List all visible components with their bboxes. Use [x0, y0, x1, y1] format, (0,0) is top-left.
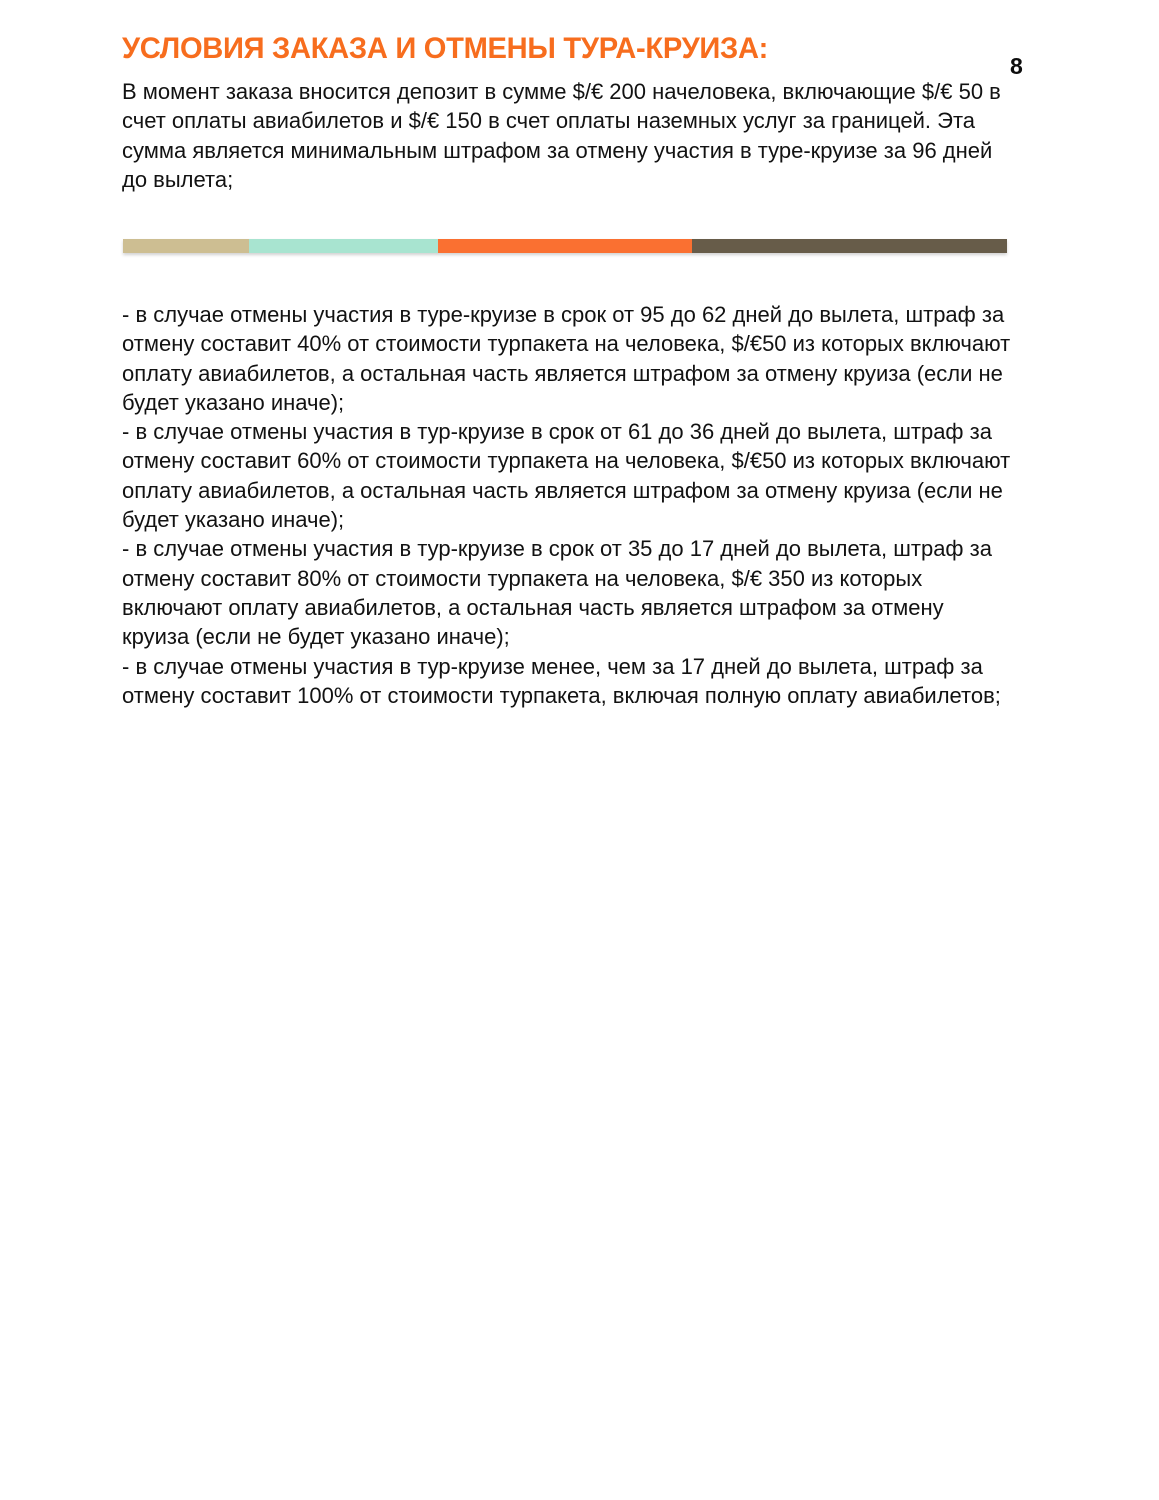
term-item-40pct: - в случае отмены участия в туре-круизе в срок от 95 до 62 дней до вылета, штраф за отмену составит 40% от стоимости турпакета на человека, $/€50 из которых включают оплату авиабилетов, а остальная часть является штрафом за отмену круиза (если не будет указано иначе);	[122, 302, 1011, 415]
divider-mint-segment	[249, 239, 437, 253]
divider-tan-segment	[123, 239, 249, 253]
divider-brown-segment	[692, 239, 1007, 253]
decorative-divider-bar	[123, 239, 1007, 253]
page-number: 8	[1010, 53, 1023, 79]
term-item-60pct: - в случае отмены участия в тур-круизе в срок от 61 до 36 дней до вылета, штраф за отмену составит 60% от стоимости турпакета на человека, $/€50 из которых включают оплату авиабилетов, а остальная часть является штрафом за отмену круиза (если не будет указано иначе);	[122, 419, 1011, 533]
term-item-80pct: - в случае отмены участия в тур-круизе в срок от 35 до 17 дней до вылета, штраф за отмену составит 80% от стоимости турпакета на человека, $/€ 350 из которых включают оплату авиабилетов, а остальная часть является штрафом за отмену круиза (если не будет указано иначе);	[122, 536, 992, 650]
page-title: УСЛОВИЯ ЗАКАЗА И ОТМЕНЫ ТУРА-КРУИЗА:	[122, 32, 769, 65]
term-item-100pct: - в случае отмены участия в тур-круизе менее, чем за 17 дней до вылета, штраф за отмену составит 100% от стоимости турпакета, включая полную оплату авиабилетов;	[122, 653, 1001, 708]
divider-orange-segment	[438, 239, 693, 253]
cancellation-terms-block	[122, 300, 1015, 710]
intro-paragraph: В момент заказа вносится депозит в сумме $/€ 200 начеловека, включающие $/€ 50 в счет оплаты авиабилетов и $/€ 150 в счет оплаты наземных услуг за границей. Эта сумма является минимальным штрафом за отмену участия в туре-круизе за 96 дней до вылета;	[122, 79, 1001, 192]
